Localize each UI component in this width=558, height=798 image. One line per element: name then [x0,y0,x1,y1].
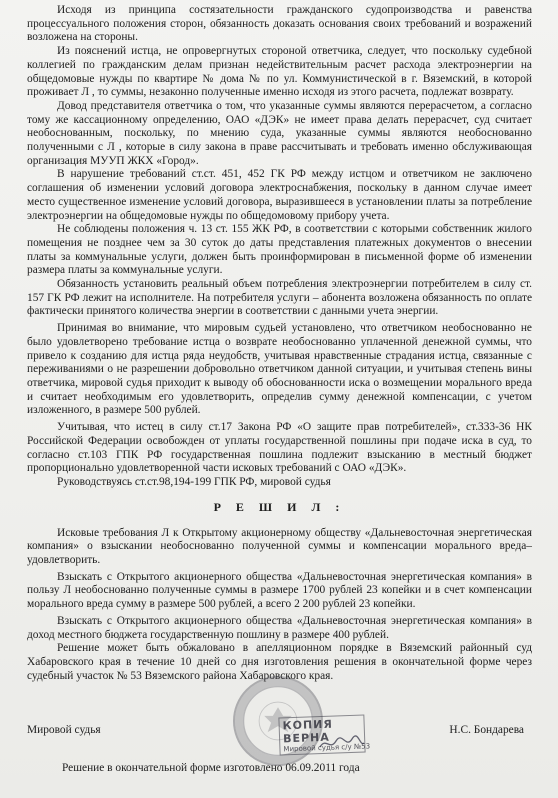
paragraph-6: Обязанность установить реальный объем потребления электроэнергии потребителем в силу ст. 157 ГК РФ лежит на исполнителе. На потребителя услуги – абонента возложена обязанность по оплате фактически принятого количества энергии в соответствии с данными учета энергии. [27,278,532,318]
paragraph-1: Исходя из принципа состязательности гражданского судопроизводства и равенства процессуального положения сторон, обязанность доказать основания своих требований и возражений возложена на стороны. [27,4,532,44]
decision-paragraph-3: Взыскать с Открытого акционерного общества «Дальневосточная энергетическая компания» в доход местного бюджета государственную пошлину в размере 400 рублей. [27,614,532,641]
paragraph-4: В нарушение требований ст.ст. 451, 452 ГК РФ между истцом и ответчиком не заключено соглашения об изменении условий договора электроснабжения, поскольку в данном случае имеет место существенное изменение условий договора, выразившееся в установлении платы за потребление электроэнергии на общедомовые нужды по общедомовому прибору учета. [27,168,532,222]
decision-paragraph-4: Решение может быть обжаловано в апелляционном порядке в Вяземский районный суд Хабаровского края в течение 10 дней со дня изготовления решения в окончательной форме через судебный участок № 53 Вяземского района Хабаровского края. [27,642,532,682]
stamp-subtitle: Мировой судья с/у №53 [283,742,371,754]
paragraph-5: Не соблюдены положения ч. 13 ст. 155 ЖК РФ, в соответствии с которыми собственник жилого помещения не позднее чем за 30 суток до даты представления платежных документов о внесении платы за коммунальные услуги, должен быть проинформирован в письменной форме об изменении размера платы за коммунальные услуги. [27,223,532,277]
final-form-note: Решение в окончательной форме изготовлено 06.09.2011 года [62,762,360,774]
judge-role: Мировой судья [27,724,101,736]
paragraph-3: Довод представителя ответчика о том, что указанные суммы являются перерасчетом, а согласно тому же кассационному определению, ОАО «ДЭК» не имеет права делать перерасчет, суд считает необоснованным, поскольку, по мнению суда, указанные суммы являются необоснованно полученными с Л , которые в силу закона в праве рассчитывать и требовать именно обслуживающая организация МУУП ЖКХ «Город». [27,99,532,167]
paragraph-7: Принимая во внимание, что мировым судьей установлено, что ответчиком необоснованно не было удовлетворено требование истца о возврате необоснованно уплаченной денежной суммы, что привело к созданию для истца ряда неудобств, учитывая нравственные страдания истца, связанные с переживаниями о не разрешении добровольно ответчиком данной ситуации, и учитывая степень вины ответчика, мировой судья приходит к выводу об обоснованности иска о возмещении морального вреда и считает необходимым его удовлетворить, определив сумму денежной компенсации, с учетом изложенного, в размере 500 рублей. [27,322,532,417]
judge-name: Н.С. Бондарева [449,724,524,736]
signature-row [27,724,532,736]
paragraph-8: Учитывая, что истец в силу ст.17 Закона РФ «О защите прав потребителей», ст.333-36 НК Российской Федерации освобожден от уплаты государственной пошлины при подаче иска в суд, то согласно ст.103 ГПК РФ государственная пошлина подлежит взысканию в местный бюджет пропорционально удовлетворенной части исковых требований с ОАО «ДЭК». [27,421,532,475]
decision-paragraph-2: Взыскать с Открытого акционерного общества «Дальневосточная энергетическая компания» в пользу Л необоснованно полученные суммы в размере 1700 рублей 23 копейки и в счет компенсации морального вреда сумму в размере 500 рублей, а всего 2 200 рублей 23 копейки. [27,570,532,611]
paragraph-9: Руководствуясь ст.ст.98,194-199 ГПК РФ, мировой судья [57,475,331,488]
decision-paragraph-1: Исковые требования Л к Открытому акционерному обществу «Дальневосточная энергетическая компания» о взыскании необоснованно полученной суммы и компенсации морального вреда– удовлетворить. [27,526,532,567]
paragraph-2: Из пояснений истца, не опровергнутых стороной ответчика, следует, что поскольку судебной коллегией по гражданским делам признан недействительным расчет расхода электроэнергии на общедомовые нужды по квартире № дома № по ул. Коммунистической в г. Вяземский, в которой проживает Л , то суммы, незаконно полученные именно исходя из этого расчета, подлежат возврату. [27,45,532,99]
decision-heading: Р Е Ш И Л : [213,499,346,514]
handwritten-signature-icon [318,733,366,753]
stamp-title: КОПИЯ ВЕРНА [282,717,334,746]
